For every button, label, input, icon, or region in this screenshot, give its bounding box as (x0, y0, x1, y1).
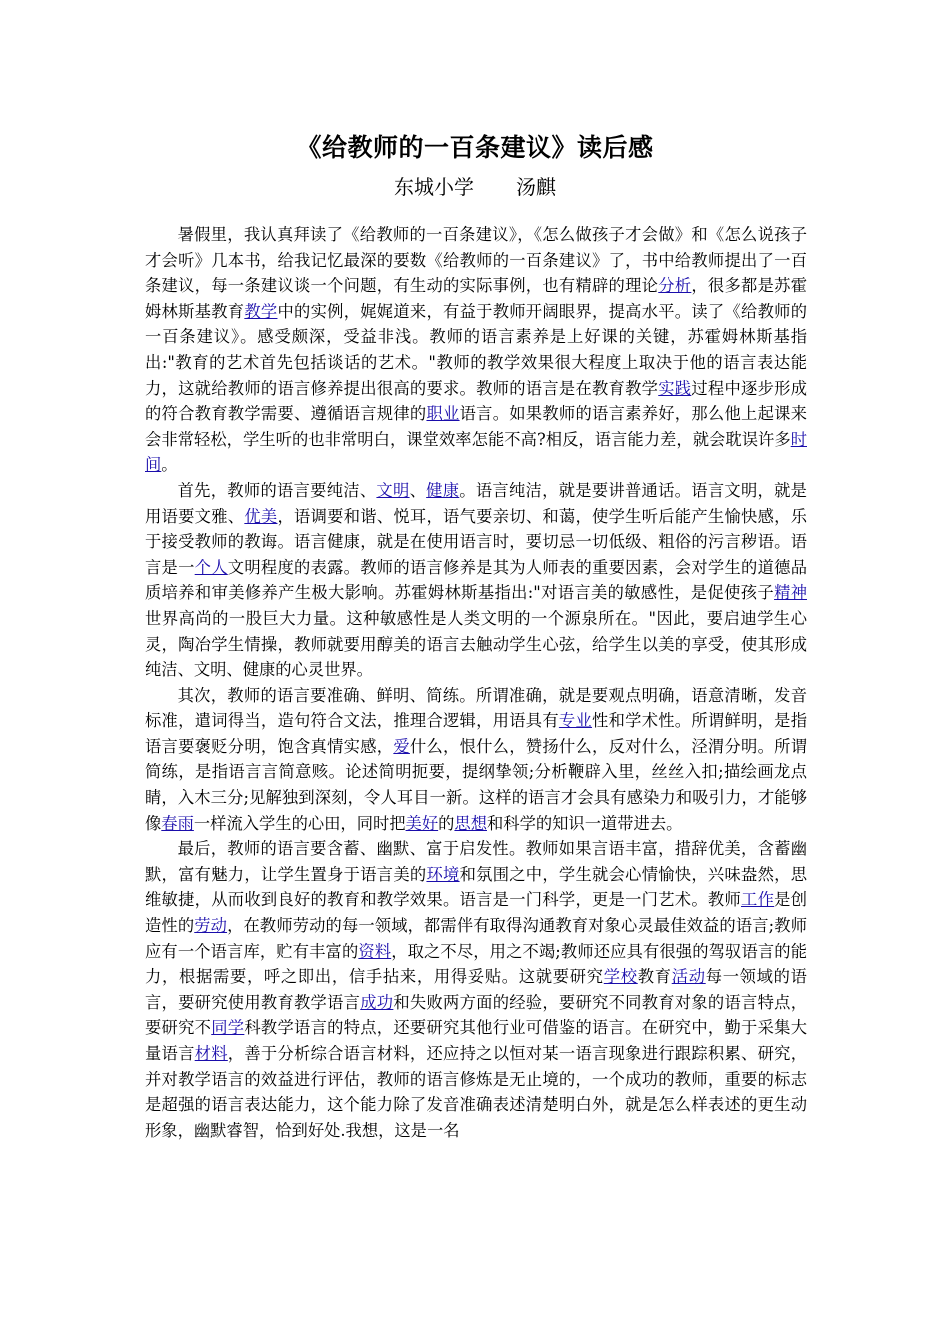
keyword-link[interactable]: 劳动 (194, 916, 228, 936)
text-segment: 教育 (637, 967, 672, 987)
keyword-link[interactable]: 教学 (244, 301, 278, 321)
text-segment: 中的实例，娓娓道来，有益于教师开阔眼界，提高水平。读了《给教师的一百条建议》。感受颇深，受益非浅。教师的语言素养是上好课的关键，苏霍姆林斯基指出:"教育的艺术首先包括谈话的艺术。"教师的教学效果很大程度上取决于他的语言表达能力，这就给教师的语言修养提出很高的要求。教师的语言是在教育教学 (145, 301, 807, 398)
keyword-link[interactable]: 学校 (603, 967, 638, 987)
text-segment: 、 (409, 480, 427, 500)
keyword-link[interactable]: 优美 (244, 506, 278, 526)
school-name: 东城小学 (394, 175, 474, 199)
text-segment: 一样流入学生的心田，同时把 (193, 813, 406, 833)
keyword-link[interactable]: 健康 (426, 480, 460, 500)
body-text (145, 222, 807, 1143)
text-segment: 科教学语言的特点，还要研究其他行业可借鉴的语言。在研究中，勤于采集大量语言 (145, 1018, 807, 1063)
text-segment: 和氛围之中，学生就会心情愉快，兴味盎然，思维敏捷，从而收到良好的教育和教学效果。语言是一门科学，更是一门艺术。教师 (145, 864, 807, 910)
text-segment: 世界高尚的一股巨大力量。这种敏感性是人类文明的一个源泉所在。"因此，要启迪学生心灵，陶冶学生情操，教师就要用醇美的语言去触动学生心弦，给学生以美的享受，使其形成纯洁、文明、健康的心灵世界。 (145, 608, 807, 680)
text-segment: 性和学术性。所谓鲜明，是指语言要褒贬分明，饱含真情实感， (145, 711, 807, 756)
keyword-link[interactable]: 职业 (426, 404, 460, 424)
keyword-link[interactable]: 美好 (405, 813, 439, 833)
byline (0, 172, 950, 202)
keyword-link[interactable]: 成功 (360, 992, 394, 1012)
paragraph (145, 683, 807, 837)
keyword-link[interactable]: 时间 (145, 429, 807, 475)
keyword-link[interactable]: 活动 (671, 967, 706, 987)
keyword-link[interactable]: 爱 (393, 736, 410, 756)
text-segment: 每一领域的语言，要研究使用教育教学语言 (145, 967, 807, 1012)
text-segment: ，善于分析综合语言材料，还应持之以恒对某一语言现象进行跟踪积累、研究，并对教学语言的效益进行评估，教师的语言修炼是无止境的，一个成功的教师，重要的标志是超强的语言表达能力，这个能力除了发音准确表述清楚明白外，就是怎么样表述的更生动形象，幽默睿智，恰到好处.我想，这是一名 (145, 1044, 807, 1140)
paragraph (145, 836, 807, 1143)
text-segment: ，语调要和谐、悦耳，语气要亲切、和蔼，使学生听后能产生愉快感，乐于接受教师的教诲。语言健康，就是在使用语言时，要切忌一切低级、粗俗的污言秽语。语言是一 (145, 506, 807, 577)
keyword-link[interactable]: 个人 (194, 557, 228, 577)
paragraph (145, 222, 807, 478)
keyword-link[interactable]: 资料 (358, 941, 392, 961)
keyword-link[interactable]: 环境 (426, 864, 460, 884)
text-segment: 首先，教师的语言要纯洁、 (177, 480, 377, 500)
paragraph (145, 478, 807, 683)
text-segment: ，很多都是苏霍姆林斯基教育 (145, 276, 807, 321)
keyword-link[interactable]: 实践 (658, 378, 692, 398)
text-segment: 是创造性的 (145, 890, 807, 936)
keyword-link[interactable]: 材料 (194, 1044, 228, 1063)
keyword-link[interactable]: 专业 (558, 711, 593, 731)
text-segment: 。语言纯洁，就是要讲普通话。语言文明，就是用语要文雅、 (145, 480, 807, 526)
keyword-link[interactable]: 分析 (658, 276, 692, 296)
text-segment: ，在教师劳动的每一领域，都需伴有取得沟通教育对象心灵最佳效益的语言;教师应有一个语言库，贮有丰富的 (145, 916, 807, 961)
text-segment: 和失败两方面的经验，要研究不同教育对象的语言特点，要研究不 (145, 992, 807, 1038)
text-segment: 语言。如果教师的语言素养好，那么他上起课来会非常轻松，学生听的也非常明白，课堂效率怎能不高?相反，语言能力差，就会耽误许多 (145, 404, 807, 449)
text-segment: 其次，教师的语言要准确、鲜明、简练。所谓准确，就是要观点明确，语意清晰，发音标准，遣词得当，造句符合文法，推理合逻辑，用语具有 (145, 685, 807, 731)
keyword-link[interactable]: 思想 (454, 813, 487, 833)
text-segment: 和科学的知识一道带进去。 (487, 813, 683, 833)
text-segment: 的 (438, 813, 455, 833)
text-segment: ，取之不尽，用之不竭;教师还应具有很强的驾驭语言的能力，根据需要，呼之即出，信手拈来，用得妥贴。这就要研究 (145, 941, 807, 987)
text-segment: 暑假里，我认真拜读了《给教师的一百条建议》，《怎么做孩子才会做》和《怎么说孩子才会听》几本书，给我记忆最深的要数《给教师的一百条建议》了，书中给教师提出了一百条建议，每一条建议谈一个问题，有生动的实际事例，也有精辟的理论 (145, 225, 807, 296)
keyword-link[interactable]: 文明 (376, 480, 410, 500)
text-segment: 什么，恨什么，赞扬什么，反对什么，泾渭分明。所谓简练，是指语言言简意赅。论述简明扼要，提纲挚领;分析鞭辟入里，丝丝入扣;描绘画龙点睛，入木三分;见解独到深刻，令人耳目一新。这样的语言才会具有感染力和吸引力，才能够像 (145, 736, 807, 833)
keyword-link[interactable]: 工作 (741, 890, 775, 910)
text-segment: 过程中逐步形成的符合教育教学需要、遵循语言规律的 (145, 378, 807, 424)
document-title: 《给教师的一百条建议》读后感 (296, 133, 654, 162)
author-name: 汤麒 (516, 175, 556, 199)
text-segment: 最后，教师的语言要含蓄、幽默、富于启发性。教师如果言语丰富，措辞优美，含蓄幽默，富有魅力，让学生置身于语言美的 (145, 839, 807, 884)
keyword-link[interactable]: 同学 (211, 1018, 245, 1038)
text-segment: 文明程度的表露。教师的语言修养是其为人师表的重要因素，会对学生的道德品质培养和审美修养产生极大影响。苏霍姆林斯基指出:"对语言美的敏感性，是促使孩子 (145, 557, 807, 603)
keyword-link[interactable]: 精神 (774, 583, 807, 603)
text-segment: 。 (161, 455, 178, 475)
keyword-link[interactable]: 春雨 (161, 813, 194, 833)
